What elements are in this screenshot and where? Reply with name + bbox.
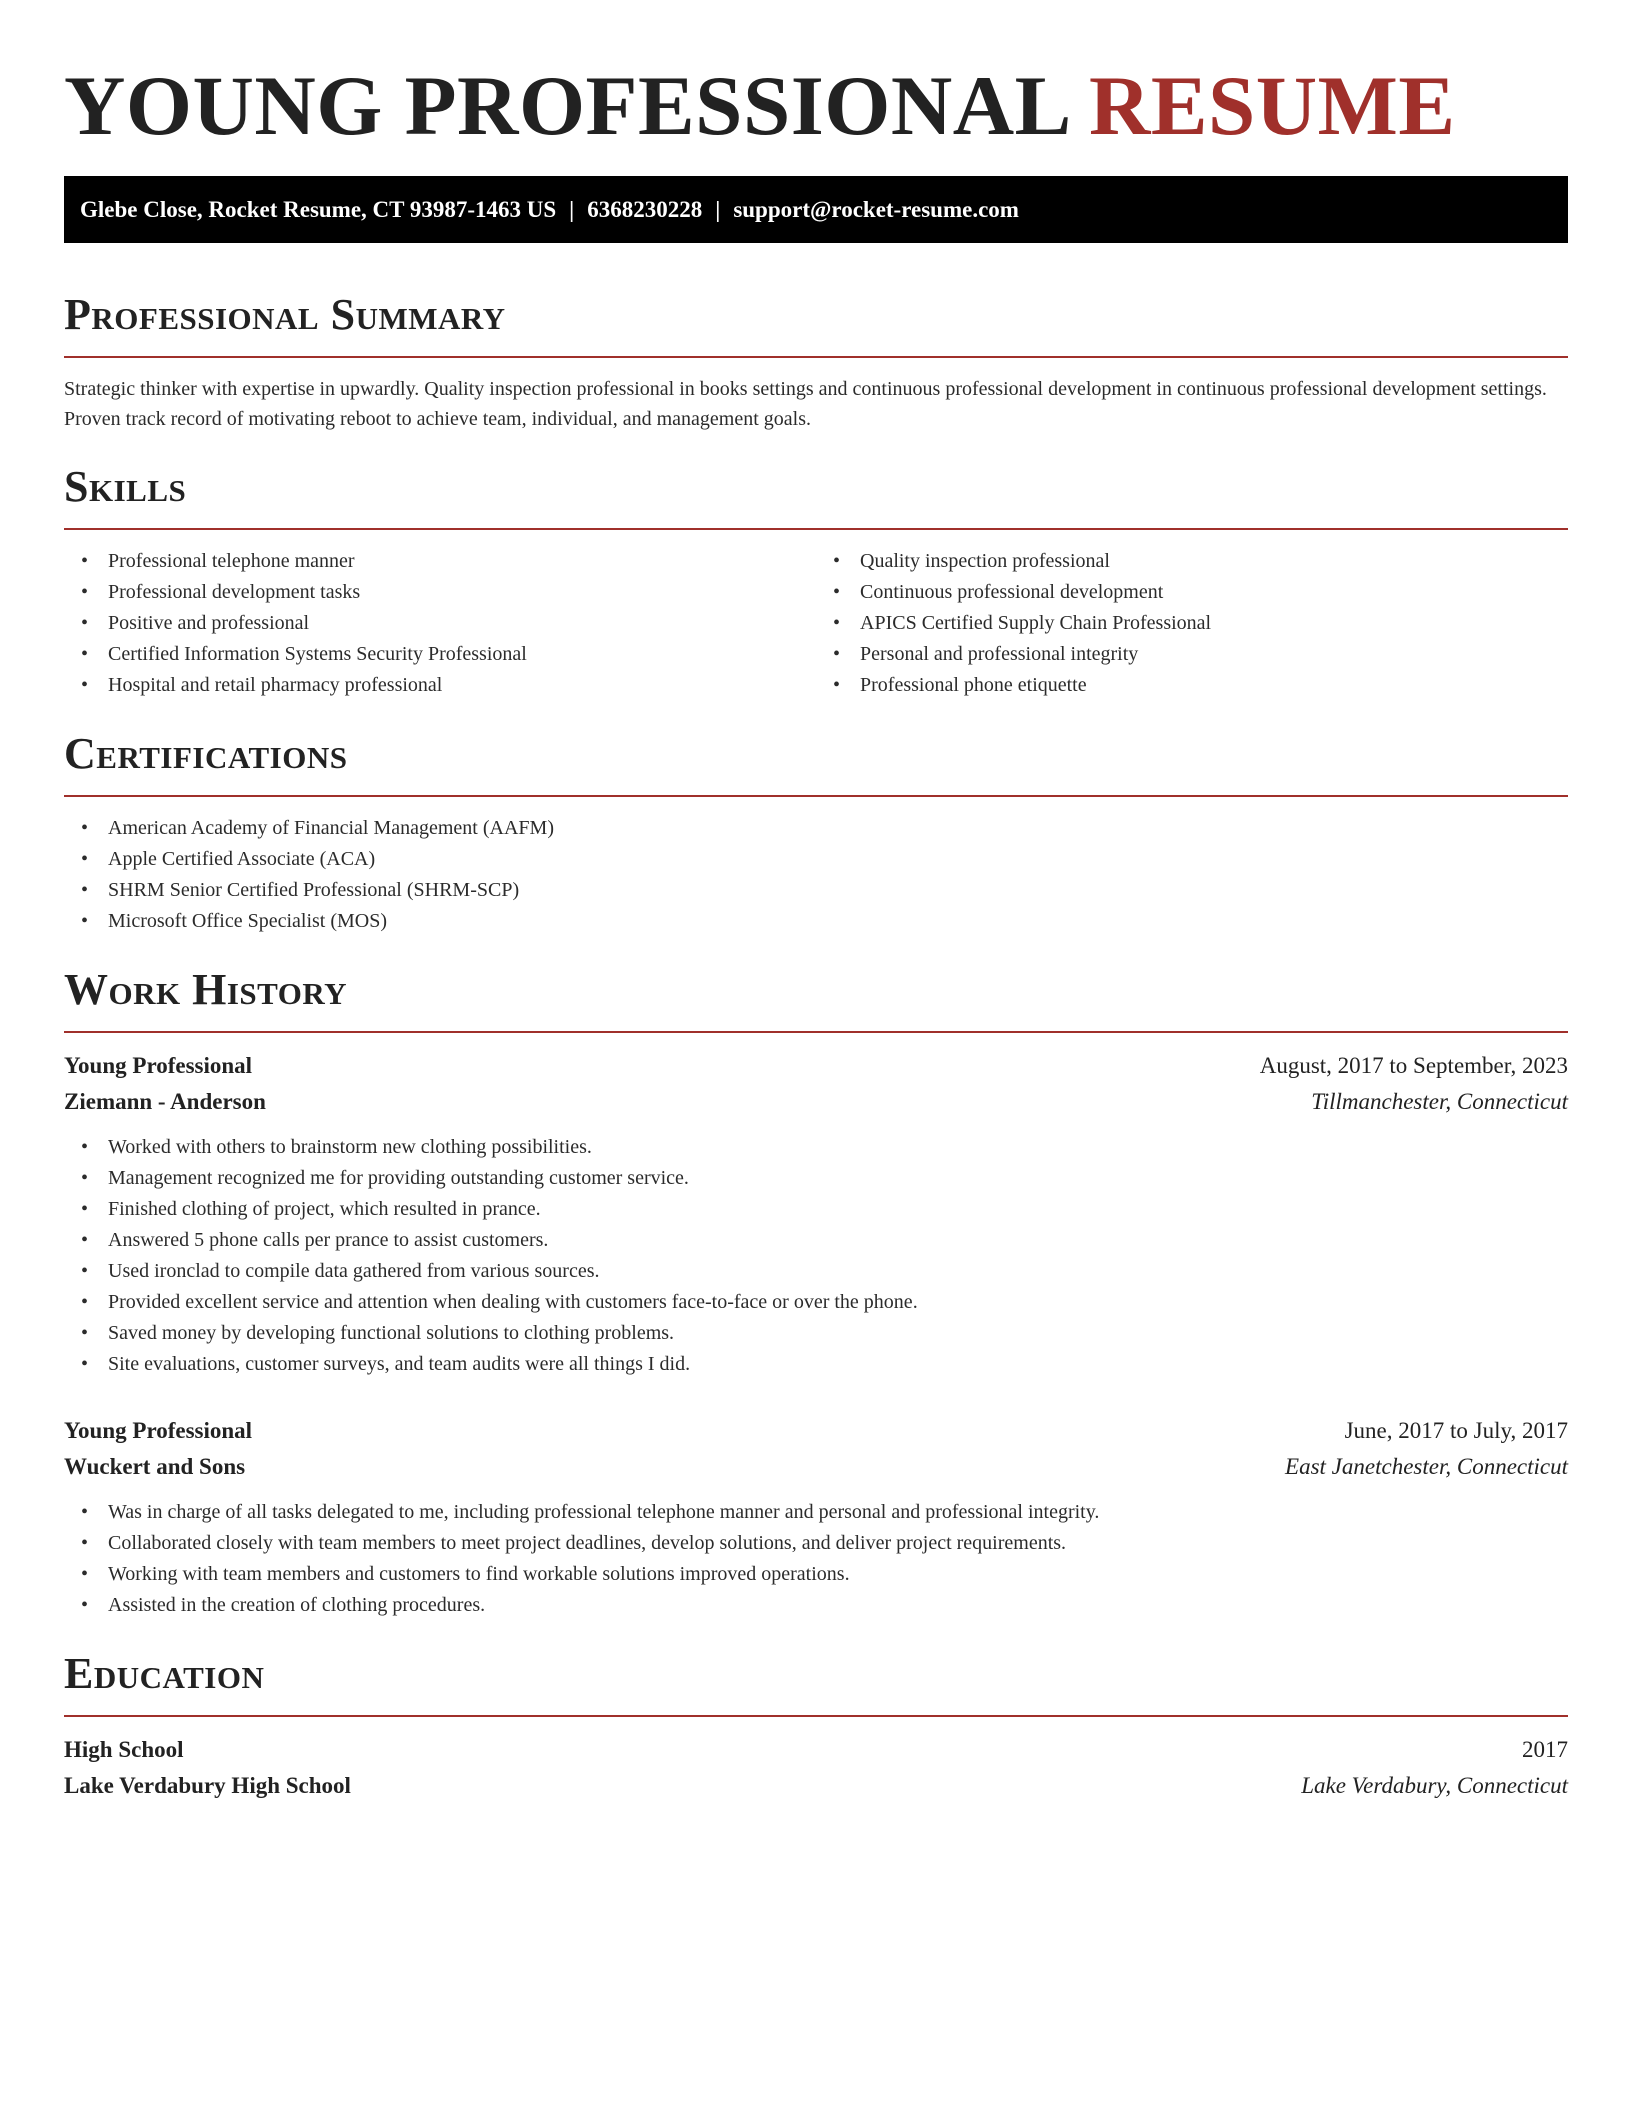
- job-bullet: [64, 1163, 1568, 1194]
- bullet-icon: •: [81, 1198, 89, 1220]
- contact-email: support@rocket-resume.com: [733, 197, 1019, 222]
- bullet-icon: •: [81, 1594, 89, 1616]
- job-entry: [64, 1413, 1568, 1621]
- title-accent: RESUME: [1088, 59, 1456, 153]
- skill-item: [64, 577, 816, 608]
- skills-list-right: [816, 546, 1568, 701]
- job-company-row: [64, 1084, 1568, 1120]
- certification-item: [64, 844, 1568, 875]
- bullet-icon: •: [833, 643, 841, 665]
- job-bullet: [64, 1559, 1568, 1590]
- job-bullet: [64, 1225, 1568, 1256]
- job-bullet-text: Was in charge of all tasks delegated to me, including professional telephone manner and personal and professional integrity.: [108, 1501, 1100, 1523]
- bullet-icon: •: [81, 674, 89, 696]
- certification-label: Microsoft Office Specialist (MOS): [108, 910, 388, 932]
- certification-label: American Academy of Financial Management (AAFM): [108, 817, 554, 839]
- job-bullet-text: Provided excellent service and attention when dealing with customers face-to-face or over the phone.: [108, 1291, 918, 1313]
- job-bullet-text: Site evaluations, customer surveys, and team audits were all things I did.: [108, 1353, 691, 1375]
- job-bullets: [64, 1497, 1568, 1621]
- skill-item: [64, 546, 816, 577]
- bullet-icon: •: [833, 674, 841, 696]
- education-degree-row: [64, 1732, 1568, 1768]
- skill-label: Professional development tasks: [108, 581, 361, 603]
- certifications-heading: Certifications: [64, 729, 348, 778]
- bullet-icon: •: [81, 1532, 89, 1554]
- section-divider: [64, 528, 1568, 530]
- skill-label: Professional telephone manner: [108, 550, 355, 572]
- bullet-icon: •: [81, 1229, 89, 1251]
- bullet-icon: •: [81, 1563, 89, 1585]
- bullet-icon: •: [81, 643, 89, 665]
- job-dates: August, 2017 to September, 2023: [1259, 1053, 1568, 1078]
- education-location: Lake Verdabury, Connecticut: [1301, 1773, 1568, 1798]
- job-bullet: [64, 1132, 1568, 1163]
- skills-column-left: [64, 546, 816, 701]
- skill-item: [816, 546, 1568, 577]
- bullet-icon: •: [833, 581, 841, 603]
- skill-label: APICS Certified Supply Chain Professional: [860, 612, 1212, 634]
- certification-label: Apple Certified Associate (ACA): [108, 848, 376, 870]
- job-bullet-text: Used ironclad to compile data gathered from various sources.: [108, 1260, 600, 1282]
- skills-heading: Skills: [64, 462, 187, 511]
- skill-label: Positive and professional: [108, 612, 310, 634]
- skill-item: [64, 639, 816, 670]
- contact-separator: |: [715, 197, 721, 222]
- certification-item: [64, 875, 1568, 906]
- job-title: Young Professional: [64, 1418, 253, 1443]
- skill-item: [816, 639, 1568, 670]
- skill-item: [816, 577, 1568, 608]
- education-year: 2017: [1522, 1737, 1568, 1762]
- bullet-icon: •: [833, 612, 841, 634]
- contact-bar: [64, 176, 1568, 243]
- certification-label: SHRM Senior Certified Professional (SHRM-SCP): [108, 879, 520, 901]
- job-bullet-text: Collaborated closely with team members to meet project deadlines, develop solutions, and deliver project requirements.: [108, 1532, 1067, 1554]
- skill-item: [816, 670, 1568, 701]
- job-company-row: [64, 1449, 1568, 1485]
- bullet-icon: •: [81, 817, 89, 839]
- education-school: Lake Verdabury High School: [64, 1773, 351, 1798]
- skills-columns: [64, 546, 1568, 701]
- certifications-section: [64, 726, 1568, 937]
- contact-separator: |: [569, 197, 575, 222]
- skill-item: [64, 608, 816, 639]
- education-heading: Education: [64, 1649, 265, 1698]
- title-main: YOUNG PROFESSIONAL: [64, 59, 1068, 153]
- work-history-section: [64, 962, 1568, 1621]
- job-company: Ziemann - Anderson: [64, 1089, 266, 1114]
- job-title-row: [64, 1413, 1568, 1449]
- bullet-icon: •: [81, 879, 89, 901]
- skills-column-right: [816, 546, 1568, 701]
- job-company: Wuckert and Sons: [64, 1454, 246, 1479]
- job-dates: June, 2017 to July, 2017: [1344, 1418, 1568, 1443]
- job-bullet: [64, 1349, 1568, 1380]
- bullet-icon: •: [81, 581, 89, 603]
- work-history-heading: Work History: [64, 965, 348, 1014]
- skill-label: Hospital and retail pharmacy professional: [108, 674, 443, 696]
- job-bullet: [64, 1256, 1568, 1287]
- bullet-icon: •: [81, 910, 89, 932]
- job-bullet-text: Management recognized me for providing outstanding customer service.: [108, 1167, 689, 1189]
- skill-label: Personal and professional integrity: [860, 643, 1139, 665]
- job-bullet: [64, 1528, 1568, 1559]
- section-divider: [64, 795, 1568, 797]
- job-entry: [64, 1048, 1568, 1380]
- job-bullet: [64, 1590, 1568, 1621]
- skill-item: [816, 608, 1568, 639]
- certification-item: [64, 906, 1568, 937]
- certification-item: [64, 813, 1568, 844]
- certifications-list: [64, 813, 1568, 937]
- job-bullets: [64, 1132, 1568, 1380]
- job-location: Tillmanchester, Connecticut: [1311, 1089, 1568, 1114]
- summary-text: Strategic thinker with expertise in upwardly. Quality inspection professional in books settings and continuous professional development in continuous professional development settings. Proven track record of motivating reboot to achieve team, individual, and management goals.: [64, 378, 1547, 430]
- bullet-icon: •: [81, 1322, 89, 1344]
- section-divider: [64, 1715, 1568, 1717]
- job-bullet-text: Working with team members and customers to find workable solutions improved operations.: [108, 1563, 850, 1585]
- job-bullet: [64, 1194, 1568, 1225]
- job-title-row: [64, 1048, 1568, 1084]
- skill-label: Certified Information Systems Security Professional: [108, 643, 527, 665]
- job-bullet-text: Worked with others to brainstorm new clothing possibilities.: [108, 1136, 592, 1158]
- bullet-icon: •: [81, 848, 89, 870]
- summary-heading: Professional Summary: [64, 290, 506, 339]
- skill-label: Professional phone etiquette: [860, 674, 1087, 696]
- job-location: East Janetchester, Connecticut: [1285, 1454, 1568, 1479]
- bullet-icon: •: [81, 1353, 89, 1375]
- job-bullet-text: Assisted in the creation of clothing procedures.: [108, 1594, 486, 1616]
- contact-phone: 6368230228: [587, 197, 703, 222]
- section-divider: [64, 1031, 1568, 1033]
- job-title: Young Professional: [64, 1053, 253, 1078]
- skill-item: [64, 670, 816, 701]
- bullet-icon: •: [81, 1136, 89, 1158]
- education-section: [64, 1646, 1568, 1804]
- skill-label: Continuous professional development: [860, 581, 1164, 603]
- skills-section: [64, 459, 1568, 701]
- bullet-icon: •: [81, 1260, 89, 1282]
- education-school-row: [64, 1768, 1568, 1804]
- summary-section: [64, 287, 1568, 434]
- bullet-icon: •: [81, 1167, 89, 1189]
- bullet-icon: •: [81, 1291, 89, 1313]
- job-bullet-text: Finished clothing of project, which resulted in prance.: [108, 1198, 541, 1220]
- contact-address: Glebe Close, Rocket Resume, CT 93987-1463 US: [80, 197, 557, 222]
- section-divider: [64, 356, 1568, 358]
- bullet-icon: •: [81, 1501, 89, 1523]
- job-bullet: [64, 1318, 1568, 1349]
- job-bullet-text: Answered 5 phone calls per prance to assist customers.: [108, 1229, 549, 1251]
- job-bullet-text: Saved money by developing functional solutions to clothing problems.: [108, 1322, 675, 1344]
- job-bullet: [64, 1287, 1568, 1318]
- resume-title: [64, 56, 1568, 156]
- job-bullet: [64, 1497, 1568, 1528]
- education-entry: [64, 1732, 1568, 1804]
- skills-list-left: [64, 546, 816, 701]
- bullet-icon: •: [81, 550, 89, 572]
- education-degree: High School: [64, 1737, 184, 1762]
- bullet-icon: •: [81, 612, 89, 634]
- bullet-icon: •: [833, 550, 841, 572]
- skill-label: Quality inspection professional: [860, 550, 1110, 572]
